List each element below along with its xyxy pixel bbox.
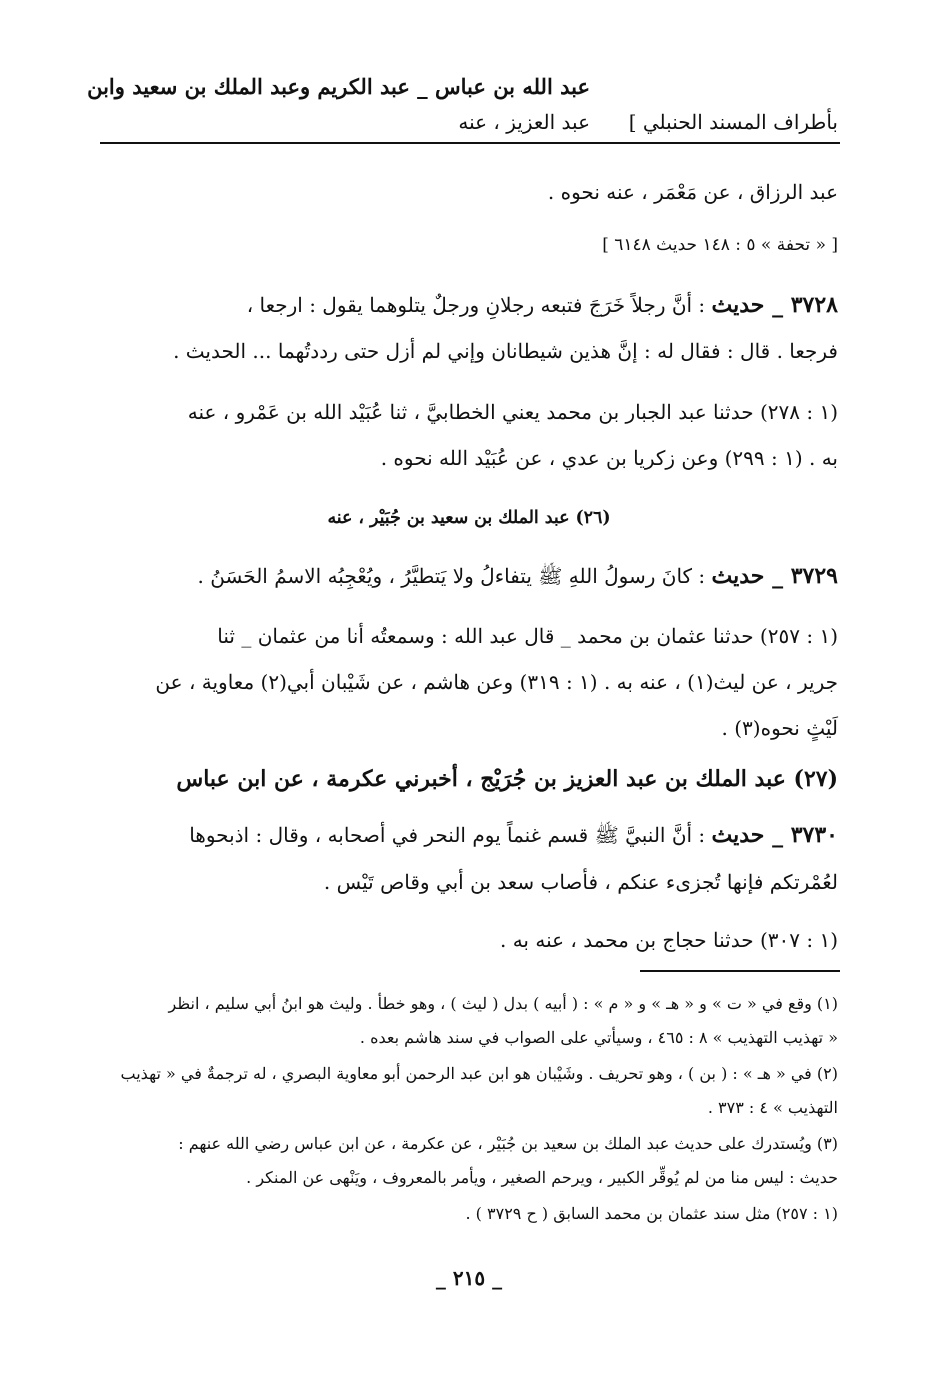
hadith-number-3730: ٣٧٣٠ _ حديث xyxy=(711,822,838,848)
source-3729-line-1: (١ : ٢٥٧) حدثنا عثمان بن محمد _ قال عبد الله : وسمعتُه أنا من عثمان _ ثنا xyxy=(217,624,838,648)
header-rule xyxy=(100,142,840,144)
hadith-3729-text-1: : كانَ رسولُ اللهِ ﷺ يتفاءلُ ولا يَتطيَّرُ ، ويُعْجِبُه الاسمُ الحَسَنُ . xyxy=(197,564,712,588)
source-3729-line-3: لَيْثٍ نحوه(٣) . xyxy=(721,716,838,740)
hadith-3728-line-2: فرجعا . قال : فقال له : إنَّ هذين شيطانان وإني لم أزل حتى رددتُهما ... الحديث . xyxy=(173,339,838,363)
footnote-1-line-2: « تهذيب التهذيب » ٨ : ٤٦٥ ، وسيأتي على الصواب في سند هاشم بعده . xyxy=(359,1028,838,1047)
footnote-3-line-2: حديث : ليس منا من لم يُوقِّر الكبير ، ويرحم الصغير ، ويأمر بالمعروف ، ويَنْهى عن المنكر . xyxy=(246,1168,838,1187)
footnote-3-line-1: (٣) ويُستدرك على حديث عبد الملك بن سعيد بن جُبَيْر ، عن عكرمة ، عن ابن عباس رضي الله عنهم : xyxy=(178,1134,838,1153)
footnote-rule xyxy=(640,970,840,972)
hadith-3729-line-1 xyxy=(198,563,839,593)
hadith-3730-line-1 xyxy=(189,822,838,852)
body-line-1: عبد الرزاق ، عن مَعْمَر ، عنه نحوه . xyxy=(547,180,838,204)
reference-line: [ « تحفة » ٥ : ١٤٨ حديث ٦١٤٨ ] xyxy=(602,235,838,255)
chapter-title: عبد الله بن عباس _ عبد الكريم وعبد الملك بن سعيد وابن xyxy=(87,74,590,99)
source-3729-line-2: جرير ، عن ليث(١) ، عنه به . (١ : ٣١٩) وعن هاشم ، عن شَيْبان أبي(٢) معاوية ، عن xyxy=(155,670,838,694)
source-3730-line-1: (١ : ٣٠٧) حدثنا حجاج بن محمد ، عنه به . xyxy=(499,928,838,952)
book-title: بأطراف المسند الحنبلي ] xyxy=(628,110,838,134)
chapter-title-continued: عبد العزيز ، عنه xyxy=(458,110,590,134)
footnote-3-line-3: (١ : ٢٥٧) مثل سند عثمان بن محمد السابق ( ح ٣٧٢٩ ) . xyxy=(465,1204,838,1223)
source-3728-line-2: به . (١ : ٢٩٩) وعن زكريا بن عدي ، عن عُبَيْد الله نحوه . xyxy=(380,446,838,470)
source-3728-line-1: (١ : ٢٧٨) حدثنا عبد الجبار بن محمد يعني الخطابيَّ ، ثنا عُبَيْد الله بن عَمْرو ، عنه xyxy=(187,400,838,424)
page-number: _ ٢١٥ _ xyxy=(435,1266,503,1290)
hadith-number-3728: ٣٧٢٨ _ حديث xyxy=(711,292,838,318)
hadith-3728-text-1: : أنَّ رجلاً خَرَجَ فتبعه رجلانِ ورجلٌ يتلوهما يقول : ارجعا ، xyxy=(246,293,712,317)
footnote-2-line-2: التهذيب » ٤ : ٣٧٣ . xyxy=(707,1098,838,1117)
section-heading-26: (٢٦) عبد الملك بن سعيد بن جُبَيْر ، عنه xyxy=(327,508,611,528)
hadith-3728-line-1 xyxy=(247,292,838,318)
section-heading-27: (٢٧) عبد الملك بن عبد العزيز بن جُرَيْج ، أخبرني عكرمة ، عن ابن عباس xyxy=(176,766,838,792)
footnote-2-line-1: (٢) في « هـ » : ( بن ) ، وهو تحريف . وشَيْبان هو ابن عبد الرحمن أبو معاوية البصري ، له ترجمةٌ في « تهذيب xyxy=(120,1064,838,1083)
hadith-3730-line-2: لعُمْرتكم فإنها تُجزىء عنكم ، فأصاب سعد بن أبي وقاص تَيْس . xyxy=(323,870,838,894)
hadith-3730-text-1: : أنَّ النبيَّ ﷺ قسم غنماً يوم النحر في أصحابه ، وقال : اذبحوها xyxy=(189,823,712,847)
footnote-1-line-1: (١) وقع في « ت » و « هـ » و « م » : ( أبيه ) بدل ( ليث ) ، وهو خطأ . وليث هو ابنُ أبي سليم ، انظر xyxy=(168,994,838,1013)
hadith-number-3729: ٣٧٢٩ _ حديث xyxy=(711,563,838,589)
